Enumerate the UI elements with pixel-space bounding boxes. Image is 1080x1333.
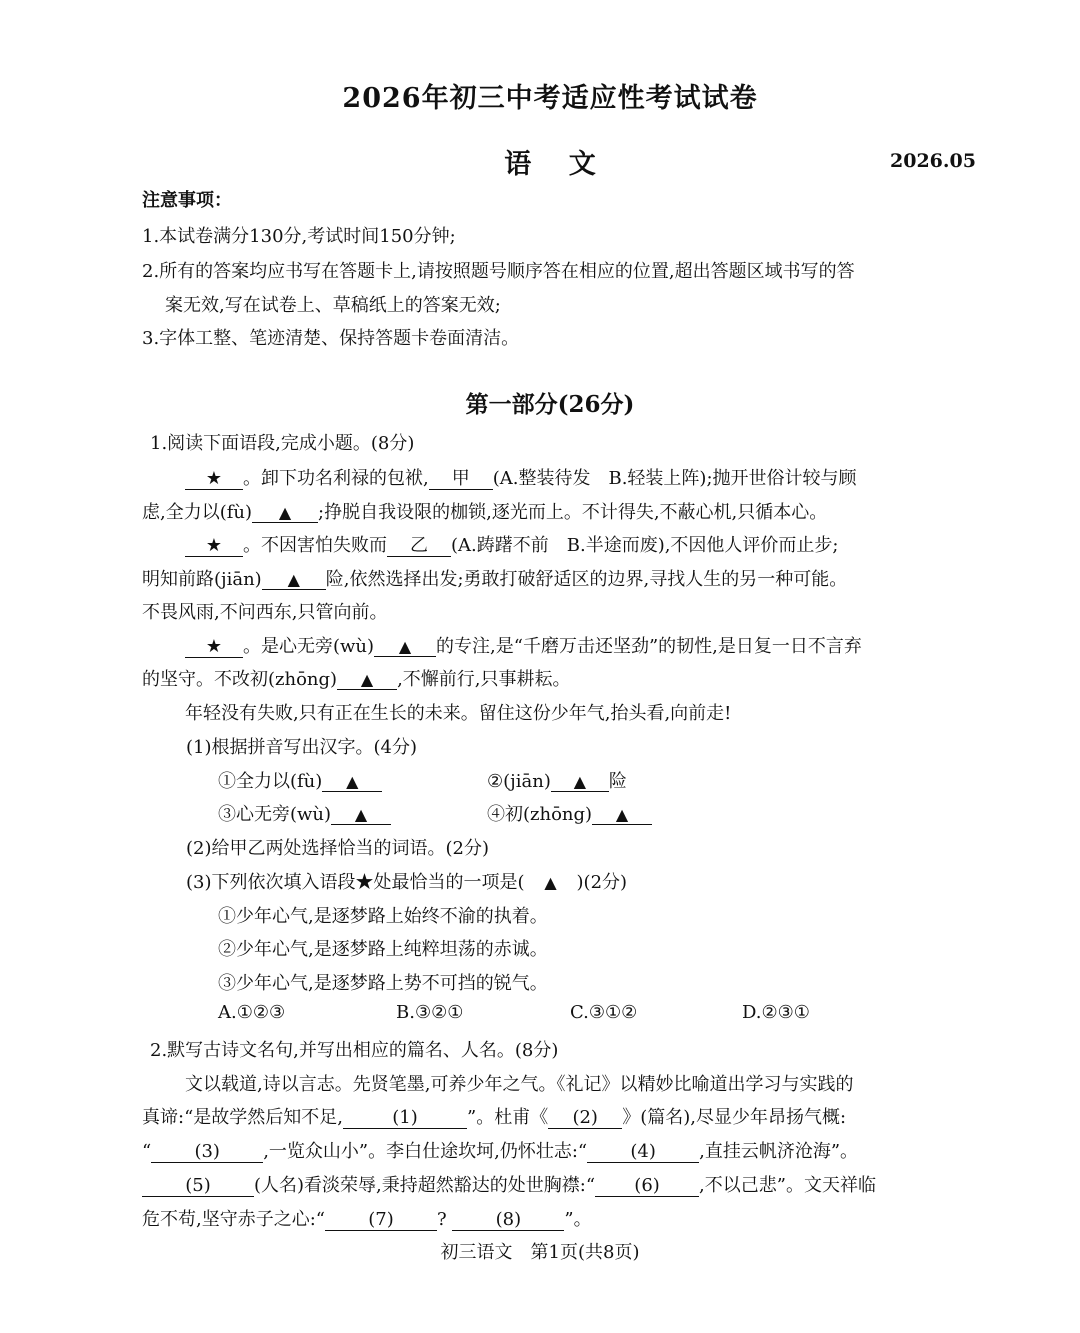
q1-para2-line2: 明知前路(jiān) ▲ 险,依然选择出发;勇敢打破舒适区的边界,寻找人生的另一种可能。: [142, 569, 848, 590]
poem-blank-5[interactable]: (5): [142, 1176, 254, 1197]
wu-blank[interactable]: ▲: [374, 638, 436, 657]
q2-line5: 危不苟,坚守赤子之心:“ (7) ? (8) ”。: [142, 1209, 592, 1230]
q1-para3-line2: 的坚守。不改初(zhōng) ▲ ,不懈前行,只事耕耘。: [142, 669, 571, 690]
q2-line2: 真谛:“是故学然后知不足, (1) ”。杜甫《 (2) 》(篇名),尽显少年昂扬气概:: [142, 1107, 847, 1128]
q1-para4: 年轻没有失败,只有正在生长的未来。留住这份少年气,抬头看,向前走!: [185, 703, 732, 724]
fu-blank[interactable]: ▲: [252, 504, 318, 523]
answer-slot[interactable]: ▲: [544, 873, 557, 892]
star-blank[interactable]: ★: [185, 637, 243, 658]
poem-blank-8[interactable]: (8): [452, 1210, 564, 1231]
notice-heading: 注意事项：: [142, 190, 232, 211]
sub1-item-b: ②(jiān) ▲ 险: [487, 771, 627, 792]
star-blank[interactable]: ★: [185, 469, 243, 490]
choice-b[interactable]: B.③②①: [396, 1002, 464, 1023]
jian-blank[interactable]: ▲: [262, 571, 326, 590]
poem-blank-6[interactable]: (6): [595, 1176, 699, 1197]
sub1-item-d: ④初(zhōng) ▲: [487, 800, 652, 826]
zhong-blank[interactable]: ▲: [337, 671, 397, 690]
notice-item-3: 3.字体工整、笔迹清楚、保持答题卡卷面清洁。: [142, 328, 520, 349]
q2-line4: (5) (人名)看淡荣辱,秉持超然豁达的处世胸襟:“ (6) ,不以己悲”。文天祥临: [142, 1171, 876, 1197]
star-blank[interactable]: ★: [185, 536, 243, 557]
q2-line3: “ (3) ,一览众山小”。李白仕途坎坷,仍怀壮志:“ (4) ,直挂云帆济沧海”。: [142, 1141, 859, 1162]
notice-item-2: 2.所有的答案均应书写在答题卡上,请按照题号顺序答在相应的位置,超出答题区域书写的答: [142, 261, 855, 282]
notice-item-1: 1.本试卷满分130分,考试时间150分钟;: [142, 226, 456, 247]
poem-blank-2[interactable]: (2): [548, 1108, 622, 1129]
q2-line1: 文以载道,诗以言志。先贤笔墨,可养少年之气。《礼记》以精妙比喻道出学习与实践的: [185, 1074, 854, 1095]
section-title: 第一部分(26分): [465, 391, 635, 418]
notice-item-2-cont: 案无效,写在试卷上、草稿纸上的答案无效;: [165, 295, 501, 316]
choice-a[interactable]: A.①②③: [218, 1002, 286, 1023]
q1-para3-line1: ★ 。是心无旁(wù) ▲ 的专注,是“千磨万击还坚劲”的韧性,是日复一日不言弃: [185, 632, 862, 658]
exam-title: 2026年初三中考适应性考试试卷: [342, 83, 758, 114]
answer-blank[interactable]: ▲: [322, 773, 382, 792]
poem-blank-1[interactable]: (1): [343, 1108, 467, 1129]
q1-sub3: (3)下列依次填入语段★处最恰当的一项是( ▲ )(2分): [186, 872, 628, 893]
q1-stem: 1.阅读下面语段,完成小题。(8分): [150, 433, 415, 454]
yi-blank[interactable]: 乙: [387, 536, 451, 557]
sub3-option-2: ②少年心气,是逐梦路上纯粹坦荡的赤诚。: [218, 939, 548, 960]
q1-sub2: (2)给甲乙两处选择恰当的词语。(2分): [186, 838, 489, 859]
q1-para1-line2: 虑,全力以(fù) ▲ ;挣脱自我设限的枷锁,逐光而上。不计得失,不蔽心机,只循本心。: [142, 502, 828, 523]
q1-sub1: (1)根据拼音写出汉字。(4分): [186, 737, 417, 758]
sub3-option-1: ①少年心气,是逐梦路上始终不渝的执着。: [218, 906, 548, 927]
poem-blank-7[interactable]: (7): [325, 1210, 437, 1231]
sub1-item-a: ①全力以(fù) ▲: [218, 767, 382, 793]
q1-para1-line1: ★ 。卸下功名利禄的包袱, 甲 (A.整装待发 B.轻装上阵);抛开世俗计较与顾: [185, 464, 857, 490]
page-footer: 初三语文 第1页(共8页): [440, 1242, 640, 1263]
choice-d[interactable]: D.②③①: [742, 1002, 810, 1023]
exam-date: 2026.05: [890, 150, 976, 172]
q2-stem: 2.默写古诗文名句,并写出相应的篇名、人名。(8分): [150, 1040, 559, 1061]
poem-blank-3[interactable]: (3): [151, 1142, 263, 1163]
q1-para2-line3: 不畏风雨,不问西东,只管向前。: [142, 602, 388, 623]
sub3-option-3: ③少年心气,是逐梦路上势不可挡的锐气。: [218, 973, 548, 994]
jia-blank[interactable]: 甲: [429, 469, 493, 490]
poem-blank-4[interactable]: (4): [587, 1142, 699, 1163]
sub1-item-c: ③心无旁(wù) ▲: [218, 800, 391, 826]
answer-blank[interactable]: ▲: [551, 773, 609, 792]
q1-para2-line1: ★ 。不因害怕失败而 乙 (A.踌躇不前 B.半途而废),不因他人评价而止步;: [185, 531, 839, 557]
answer-blank[interactable]: ▲: [592, 806, 652, 825]
subject-heading: 语 文: [504, 149, 596, 180]
answer-blank[interactable]: ▲: [331, 806, 391, 825]
choice-c[interactable]: C.③①②: [570, 1002, 638, 1023]
